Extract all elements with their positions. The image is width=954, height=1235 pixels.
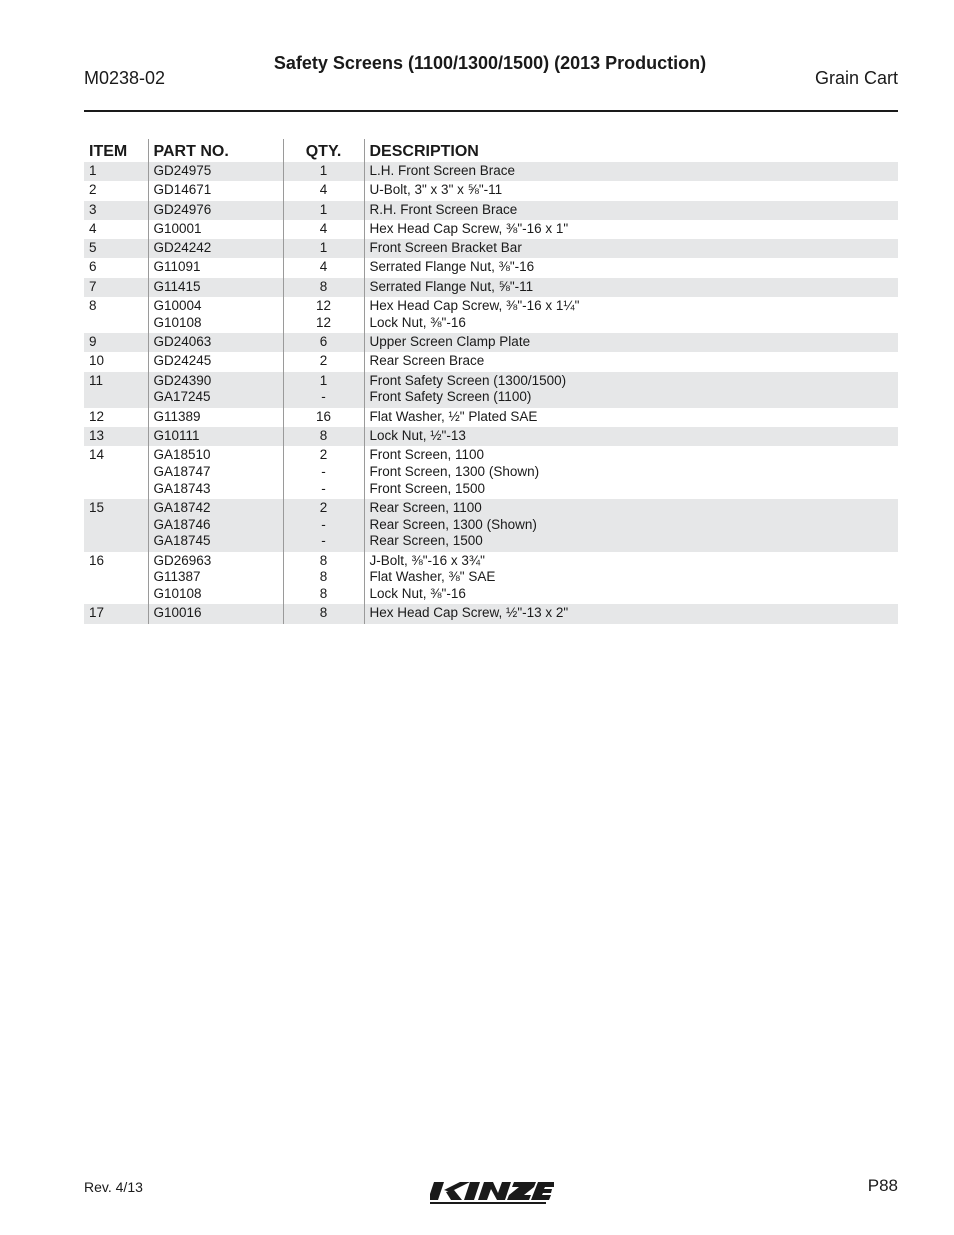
part-number-cell [148,201,283,220]
description: Flat Washer, ⅜" SAE [369,569,496,585]
quantity: - [321,463,326,479]
parts-table-body [84,162,898,624]
kinze-logo-n [478,1182,511,1200]
description-cell [364,162,898,181]
qty-cell [283,552,364,605]
description-cell [364,278,898,297]
description: Lock Nut, ⅜"-16 [369,314,466,330]
description: Front Screen, 1300 (Shown) [369,463,540,479]
quantity: - [321,533,326,549]
description: Hex Head Cap Screw, ½"-13 x 2" [369,605,569,621]
part-number-cell [148,446,283,499]
quantity: 8 [319,427,328,443]
parts-table [84,139,898,624]
description: Front Screen Bracket Bar [369,240,522,256]
part-number: GD24242 [153,240,212,256]
part-number: G11387 [153,569,201,585]
part-number: G10108 [153,586,202,602]
quantity: 12 [315,298,332,314]
item-cell: 15 [84,499,148,552]
quantity: 2 [319,353,328,369]
table-row [84,333,898,352]
item-cell: 3 [84,201,148,220]
part-number: G11389 [153,408,201,424]
qty-cell [283,201,364,220]
description: Hex Head Cap Screw, ⅜"-16 x 1¼" [369,298,580,314]
part-number: GA18747 [153,463,211,479]
part-number: G10004 [153,298,202,314]
description-cell [364,297,898,333]
description-cell [364,220,898,239]
kinze-logo-underline [430,1202,546,1204]
part-number: GA18745 [153,533,211,549]
part-number-cell [148,297,283,333]
part-number: GA18742 [153,499,211,515]
description-cell [364,333,898,352]
table-row [84,278,898,297]
qty-cell [283,427,364,446]
description-cell [364,181,898,200]
description: Hex Head Cap Screw, ⅜"-16 x 1" [369,220,569,236]
item-cell: 17 [84,604,148,623]
table-row [84,297,898,333]
kinze-logo-k-arm-top [444,1182,470,1192]
part-number-cell [148,258,283,277]
table-row [84,239,898,258]
quantity: 1 [319,163,328,178]
part-number: G10111 [153,427,200,443]
part-number: GD24976 [153,201,212,217]
table-row [84,446,898,499]
item-cell: 2 [89,182,97,198]
quantity: 1 [319,201,328,217]
revision-label: Rev. 4/13 [84,1179,143,1195]
quantity: 4 [319,259,328,275]
table-row [84,352,898,371]
part-number-cell [148,372,283,408]
qty-cell [283,162,364,181]
table-header-row [84,139,898,162]
part-number: G11091 [153,259,201,275]
quantity: 6 [319,334,328,350]
part-number: G11415 [153,278,201,294]
part-number-cell [148,352,283,371]
quantity: 16 [315,408,332,424]
part-number: GD26963 [153,552,212,568]
qty-cell [283,239,364,258]
table-row [84,372,898,408]
kinze-logo-z [507,1182,536,1200]
quantity: - [321,480,326,496]
table-row [84,162,898,181]
part-number: GD24245 [153,353,212,369]
description-cell [364,372,898,408]
description: Front Screen, 1500 [369,480,486,496]
part-number: GA18743 [153,480,211,496]
quantity: 4 [319,182,328,198]
qty-cell [283,499,364,552]
page-number: P88 [867,1176,898,1195]
header-divider [84,110,898,112]
item-cell: 7 [84,278,148,297]
description: Lock Nut, ⅜"-16 [369,586,466,602]
quantity: - [321,516,326,532]
description-cell [364,499,898,552]
description-cell [364,258,898,277]
part-number: GD24975 [153,163,212,178]
description-cell [364,446,898,499]
part-number-cell [148,604,283,623]
column-header-description: DESCRIPTION [364,139,898,162]
description: R.H. Front Screen Brace [369,201,518,217]
part-number: G10001 [153,220,202,236]
kinze-logo-i [464,1182,480,1200]
description-cell [364,552,898,605]
description-cell [364,427,898,446]
description: Serrated Flange Nut, ⅜"-16 [369,259,535,275]
description: Lock Nut, ½"-13 [369,427,466,443]
page-title: Safety Screens (1100/1300/1500) (2013 Production) [273,53,707,73]
item-cell: 9 [84,333,148,352]
qty-cell [283,372,364,408]
part-number-cell [148,408,283,427]
qty-cell [283,352,364,371]
item-cell: 6 [89,259,97,275]
description: Upper Screen Clamp Plate [369,334,531,350]
item-cell: 13 [84,427,148,446]
quantity: - [321,389,326,405]
table-row [84,552,898,605]
qty-cell [283,604,364,623]
part-number-cell [148,333,283,352]
description: Front Safety Screen (1300/1500) [369,372,567,388]
item-cell: 5 [84,239,148,258]
description: Front Safety Screen (1100) [369,389,532,405]
part-number-cell [148,552,283,605]
part-number: GD24063 [153,334,212,350]
table-row [84,220,898,239]
table-row [84,427,898,446]
description: Serrated Flange Nut, ⅝"-11 [369,278,534,294]
part-number-cell [148,239,283,258]
part-number-cell [148,427,283,446]
quantity: 8 [319,586,328,602]
qty-cell [283,333,364,352]
quantity: 4 [319,220,328,236]
qty-cell [283,408,364,427]
part-number: G10108 [153,314,202,330]
quantity: 8 [319,605,328,621]
item-cell: 4 [89,220,97,236]
description: J-Bolt, ⅜"-16 x 3¾" [369,552,485,568]
quantity: 8 [319,569,328,585]
part-number-cell [148,499,283,552]
qty-cell [283,181,364,200]
part-number-cell [148,162,283,181]
item-cell: 12 [89,408,105,424]
part-number-cell [148,181,283,200]
description: Rear Screen, 1300 (Shown) [369,516,537,532]
quantity: 8 [319,552,328,568]
qty-cell [283,278,364,297]
description: U-Bolt, 3" x 3" x ⅝"-11 [369,182,503,198]
part-number: GA17245 [153,389,211,405]
item-cell: 10 [89,353,105,369]
item-cell: 1 [84,162,148,181]
table-row [84,499,898,552]
part-number-cell [148,278,283,297]
part-number: G10016 [153,605,202,621]
kinze-logo-k-stem [430,1182,444,1200]
product-name: Grain Cart [814,68,898,88]
description-cell [364,239,898,258]
description-cell [364,352,898,371]
column-header-part-no: PART NO. [148,139,283,162]
quantity: 8 [319,278,328,294]
table-row [84,604,898,623]
item-cell: 14 [89,447,105,463]
description: Rear Screen Brace [369,353,485,369]
quantity: 1 [319,372,328,388]
description: Flat Washer, ½" Plated SAE [369,408,538,424]
quantity: 12 [315,314,332,330]
table-row [84,408,898,427]
column-header-qty: QTY. [283,139,364,162]
description: L.H. Front Screen Brace [369,163,516,178]
description: Rear Screen, 1100 [369,499,482,515]
qty-cell [283,446,364,499]
table-row [84,181,898,200]
quantity: 2 [319,447,328,463]
table-row [84,201,898,220]
part-number-cell [148,220,283,239]
item-cell: 16 [89,552,105,568]
part-number: GD24390 [153,372,212,388]
qty-cell [283,220,364,239]
description-cell [364,201,898,220]
document-number: M0238-02 [84,68,166,88]
part-number: GA18510 [153,447,211,463]
item-cell: 8 [89,298,97,314]
part-number: GA18746 [153,516,211,532]
quantity: 2 [319,499,328,515]
kinze-logo-k-arm-bottom [446,1190,462,1200]
qty-cell [283,297,364,333]
qty-cell [283,258,364,277]
part-number: GD14671 [153,182,212,198]
quantity: 1 [319,240,328,256]
description-cell [364,408,898,427]
description: Front Screen, 1100 [369,447,485,463]
item-cell: 11 [84,372,148,408]
description: Rear Screen, 1500 [369,533,483,549]
table-row [84,258,898,277]
kinze-logo [430,1176,554,1206]
description-cell [364,604,898,623]
column-header-item: ITEM [89,143,128,161]
